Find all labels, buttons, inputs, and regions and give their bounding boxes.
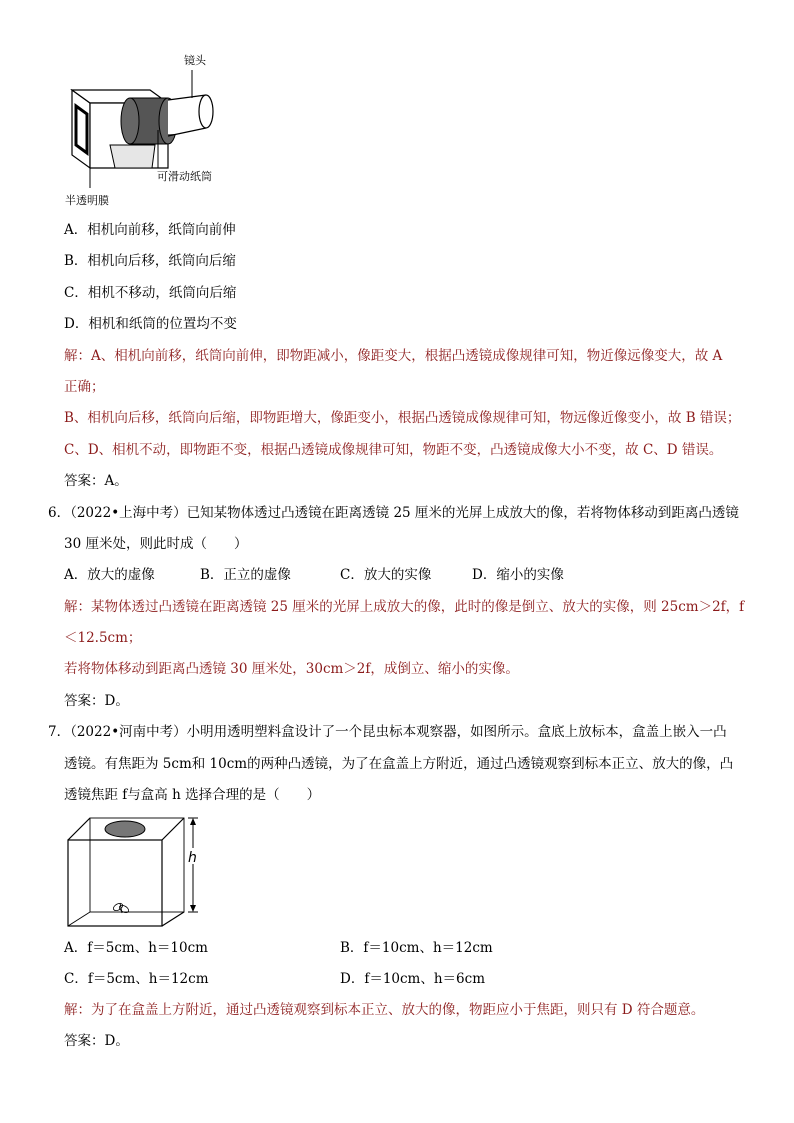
q6-stem-line-2: 30 厘米处，则此时成（ ） <box>64 536 248 552</box>
q5-option-a: A．相机向前移，纸筒向前伸 <box>64 222 236 238</box>
q5-solution-line-1: 解：A、相机向前移，纸筒向前伸，即物距减小，像距变大，根据凸透镜成像规律可知，物近像远像变大，故 A <box>64 348 723 364</box>
q6-option-b: B．正立的虚像 <box>200 567 291 583</box>
q5-solution-line-4: C、D、相机不动，即物距不变，根据凸透镜成像规律可知，物距不变，凸透镜成像大小不变，故 C、D 错误。 <box>64 442 723 458</box>
q6-option-d: D．缩小的实像 <box>472 567 564 583</box>
q6-solution-line-3: 若将物体移动到距离凸透镜 30 厘米处，30cm＞2f，成倒立、缩小的实像。 <box>64 661 519 677</box>
q7-option-c: C．f＝5cm、h＝12cm <box>64 971 209 987</box>
camera-model-figure <box>60 50 250 210</box>
q6-answer: 答案：D。 <box>64 693 129 709</box>
q7-option-d: D．f＝10cm、h＝6cm <box>340 971 486 987</box>
q7-solution-line-1: 解：为了在盒盖上方附近，通过凸透镜观察到标本正立、放大的像，物距应小于焦距，则只有 D 符合题意。 <box>64 1002 705 1018</box>
q6-stem-line-1: 6．（2022•上海中考）已知某物体透过凸透镜在距离透镜 25 厘米的光屏上成放大的像，若将物体移动到距离凸透镜 <box>48 505 739 521</box>
q5-option-b: B．相机向后移，纸筒向后缩 <box>64 253 236 269</box>
q7-option-b: B．f＝10cm、h＝12cm <box>340 940 493 956</box>
lens-on-lid <box>105 821 145 837</box>
label-translucent-film: 半透明膜 <box>65 194 109 207</box>
q5-answer: 答案：A。 <box>64 473 128 489</box>
q5-solution-line-2: 正确； <box>64 379 105 395</box>
q7-option-a: A．f＝5cm、h＝10cm <box>64 940 208 956</box>
q6-solution-line-1: 解：某物体透过凸透镜在距离透镜 25 厘米的光屏上成放大的像，此时的像是倒立、放大的实像，则 25cm＞2f，f <box>64 599 745 615</box>
q6-option-a: A．放大的虚像 <box>64 567 155 583</box>
q7-stem-line-1: 7．（2022•河南中考）小明用透明塑料盒设计了一个昆虫标本观察器，如图所示。盒底上放标本，盒盖上嵌入一凸 <box>48 724 727 740</box>
label-box-height: h <box>188 850 197 866</box>
q7-answer: 答案：D。 <box>64 1033 129 1049</box>
q6-option-c: C．放大的实像 <box>340 567 432 583</box>
q5-solution-line-3: B、相机向后移，纸筒向后缩，即物距增大，像距变小，根据凸透镜成像规律可知，物远像近像变小，故 B 错误； <box>64 410 741 426</box>
q5-option-c: C．相机不移动，纸筒向后缩 <box>64 285 237 301</box>
q7-stem-line-3: 透镜焦距 f与盒高 h 选择合理的是（ ） <box>64 787 321 803</box>
label-sliding-tube: 可滑动纸筒 <box>157 170 212 183</box>
specimen-box-figure <box>62 812 212 932</box>
label-lens: 镜头 <box>184 54 206 67</box>
q7-stem-line-2: 透镜。有焦距为 5cm和 10cm的两种凸透镜，为了在盒盖上方附近，通过凸透镜观察到标本正立、放大的像，凸 <box>64 756 734 772</box>
q6-solution-line-2: ＜12.5cm； <box>64 630 142 646</box>
q5-option-d: D．相机和纸筒的位置均不变 <box>64 316 237 332</box>
